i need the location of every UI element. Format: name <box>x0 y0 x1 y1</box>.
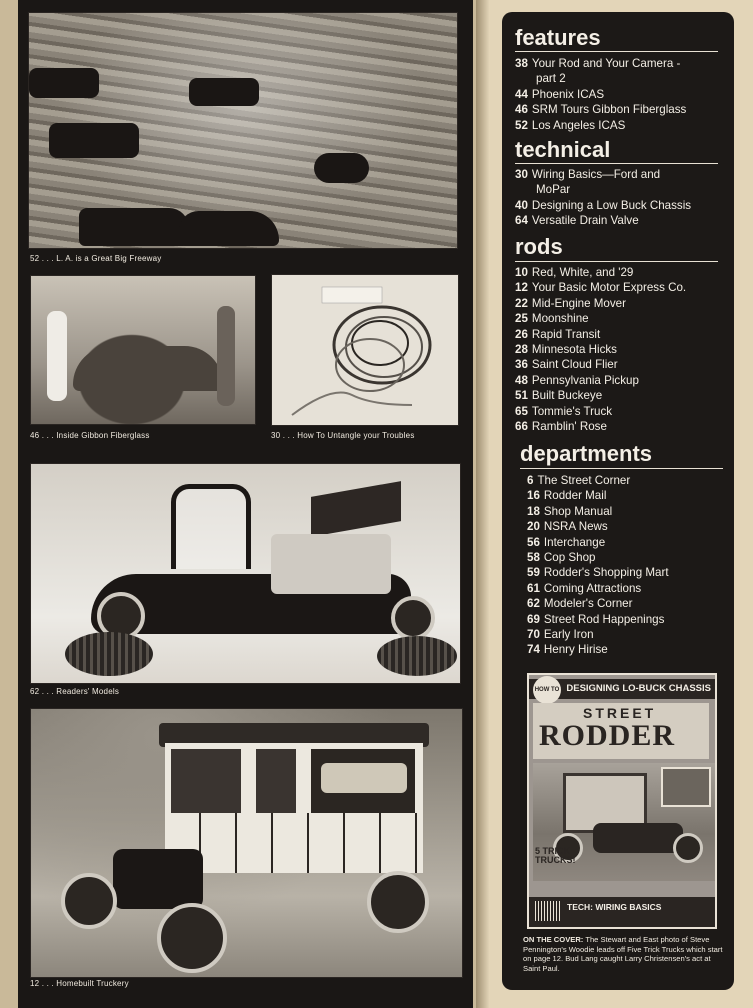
toc-entry <box>515 265 725 280</box>
caption-readers-models: 62 . . . Readers' Models <box>30 687 120 696</box>
caption-la-freeway: 52 . . . L. A. is a Great Big Freeway <box>30 254 162 263</box>
toc-title: NSRA News <box>543 520 608 534</box>
section-title-departments: departments <box>520 441 653 466</box>
toc-entry <box>515 357 725 372</box>
toc-title: Pennsylvania Pickup <box>531 373 639 387</box>
cover-tech-wiring: TECH: WIRING BASICS <box>567 902 662 912</box>
toc-page-number: 40 <box>515 198 528 212</box>
magazine-cover-thumbnail <box>527 673 717 929</box>
toc-entry <box>515 280 725 295</box>
cover-caption <box>523 935 729 973</box>
toc-page-number: 12 <box>515 281 528 295</box>
toc-page-number: 10 <box>515 266 528 279</box>
toc-page-number: 74 <box>527 643 540 657</box>
toc-entry <box>515 213 725 228</box>
toc-page-number: 46 <box>515 103 528 117</box>
toc-entry <box>527 473 737 488</box>
toc-entry <box>515 118 725 133</box>
toc-entry <box>515 404 725 419</box>
toc-entry <box>527 627 737 642</box>
toc-title: Mid-Engine Mover <box>531 296 626 310</box>
toc-page-number: 28 <box>515 343 528 357</box>
toc-page-number: 18 <box>527 504 540 518</box>
photo-la-car-show <box>28 12 458 249</box>
toc-page-number: 65 <box>515 404 528 418</box>
photo-wiring-harness <box>271 274 459 426</box>
toc-title: Ramblin' Rose <box>531 420 607 434</box>
toc-entry <box>515 102 725 117</box>
toc-page-number: 25 <box>515 312 528 326</box>
toc-entry <box>515 311 725 326</box>
toc-entry <box>527 612 737 627</box>
toc-title: Coming Attractions <box>543 581 642 595</box>
toc-entry <box>527 642 737 657</box>
toc-title: Tommie's Truck <box>531 404 613 418</box>
toc-page-number: 69 <box>527 612 540 626</box>
toc-page-number: 22 <box>515 296 528 310</box>
caption-gibbon: 46 . . . Inside Gibbon Fiberglass <box>30 431 150 440</box>
toc-page-number: 48 <box>515 373 528 387</box>
toc-page-number: 56 <box>527 535 540 549</box>
wire-coil-graphic <box>272 275 458 425</box>
section-rule <box>515 261 718 262</box>
cover-trick-trucks <box>535 847 576 865</box>
section-rule <box>515 51 718 52</box>
caption-homebuilt-truckery: 12 . . . Homebuilt Truckery <box>30 979 129 988</box>
toc-page-number: 26 <box>515 327 528 341</box>
cover-logo <box>533 703 709 759</box>
toc-title: The Street Corner <box>537 474 631 487</box>
toc-title: Your Basic Motor Express Co. <box>531 281 687 295</box>
toc-page-number: 51 <box>515 389 528 403</box>
cover-caption-body: The Stewart and East photo of Steve Pennington's Woodie leads off Five Trick Trucks which start on page 12. Bud Lang caught Larry Christensen's act at Saint Paul. <box>523 935 723 973</box>
cover-logo-street: STREET <box>583 705 657 721</box>
toc-entry <box>515 373 725 388</box>
toc-title: Shop Manual <box>543 504 613 518</box>
toc-title: Your Rod and Your Camera - <box>531 57 681 70</box>
toc-page-number: 36 <box>515 358 528 372</box>
cover-banner: DESIGNING LO-BUCK CHASSIS <box>529 679 715 699</box>
toc-page-number: 38 <box>515 57 528 70</box>
cover-how-to-badge: HOW TO <box>533 676 561 704</box>
toc-title: Designing a Low Buck Chassis <box>531 198 692 212</box>
section-rule <box>520 468 723 469</box>
toc-entry <box>515 296 725 311</box>
toc-page-number: 70 <box>527 628 540 642</box>
toc-entry <box>527 488 737 503</box>
toc-title: Red, White, and '29 <box>531 266 634 279</box>
toc-title: Henry Hirise <box>543 643 608 657</box>
toc-entry <box>515 71 725 86</box>
toc-title: Moonshine <box>531 312 589 326</box>
page-gutter <box>476 0 490 1008</box>
section-title-technical: technical <box>515 137 611 162</box>
toc-title: Saint Cloud Flier <box>531 358 618 372</box>
cover-logo-rodder: RODDER <box>539 719 676 752</box>
toc-title: SRM Tours Gibbon Fiberglass <box>531 103 687 117</box>
cover-bottom-banner <box>529 897 715 927</box>
toc-page-number: 58 <box>527 551 540 565</box>
toc-entry <box>515 167 725 182</box>
toc-entry <box>515 419 725 434</box>
toc-title: Cop Shop <box>543 551 596 565</box>
toc-title: Built Buckeye <box>531 389 603 403</box>
toc-page-number: 64 <box>515 214 528 228</box>
toc-title: part 2 <box>536 72 566 86</box>
toc-entry <box>515 342 725 357</box>
section-title-rods: rods <box>515 234 563 259</box>
toc-title: Rapid Transit <box>531 327 601 341</box>
toc-title: Rodder's Shopping Mart <box>543 566 669 580</box>
toc-title: Phoenix ICAS <box>531 87 605 101</box>
toc-entry <box>527 596 737 611</box>
photo-gibbon-fiberglass <box>30 275 256 425</box>
cover-trucks-line-2: TRUCKS! <box>535 855 576 865</box>
toc-title: Interchange <box>543 535 606 549</box>
rods-list <box>515 265 725 434</box>
toc-page-number: 44 <box>515 87 528 101</box>
barcode-icon <box>535 901 561 921</box>
toc-title: Versatile Drain Valve <box>531 214 639 228</box>
toc-entry <box>515 182 725 197</box>
photo-readers-models <box>30 463 461 684</box>
toc-entry <box>515 87 725 102</box>
toc-entry <box>515 56 725 71</box>
toc-title: Minnesota Hicks <box>531 343 617 357</box>
features-list <box>515 56 725 133</box>
toc-entry <box>527 581 737 596</box>
toc-page-number: 6 <box>527 474 534 487</box>
toc-entry <box>515 198 725 213</box>
toc-entry <box>527 535 737 550</box>
toc-page-number: 20 <box>527 520 540 534</box>
toc-entry <box>527 504 737 519</box>
cover-trucks-line-1: 5 TRICK <box>535 846 571 856</box>
toc-page-number: 30 <box>515 168 528 181</box>
toc-entry <box>527 565 737 580</box>
toc-entry <box>515 388 725 403</box>
toc-title: Los Angeles ICAS <box>531 118 626 132</box>
toc-title: Street Rod Happenings <box>543 612 665 626</box>
departments-list <box>527 473 737 658</box>
photo-homebuilt-truck <box>30 708 463 978</box>
toc-page-number: 61 <box>527 581 540 595</box>
section-rule <box>515 163 718 164</box>
toc-title: Rodder Mail <box>543 489 607 503</box>
section-title-features: features <box>515 25 601 50</box>
toc-entry <box>527 519 737 534</box>
toc-page-number: 16 <box>527 489 540 503</box>
toc-entry <box>515 327 725 342</box>
toc-page-number: 52 <box>515 118 528 132</box>
toc-title: MoPar <box>536 183 571 197</box>
toc-title: Modeler's Corner <box>543 597 633 611</box>
cover-caption-lead: ON THE COVER: <box>523 935 584 944</box>
toc-title: Early Iron <box>543 628 594 642</box>
toc-page-number: 62 <box>527 597 540 611</box>
technical-list <box>515 167 725 229</box>
toc-title: Wiring Basics—Ford and <box>531 168 661 181</box>
toc-page-number: 59 <box>527 566 540 580</box>
toc-page-number: 66 <box>515 420 528 434</box>
caption-wiring: 30 . . . How To Untangle your Troubles <box>271 431 415 440</box>
toc-entry <box>527 550 737 565</box>
